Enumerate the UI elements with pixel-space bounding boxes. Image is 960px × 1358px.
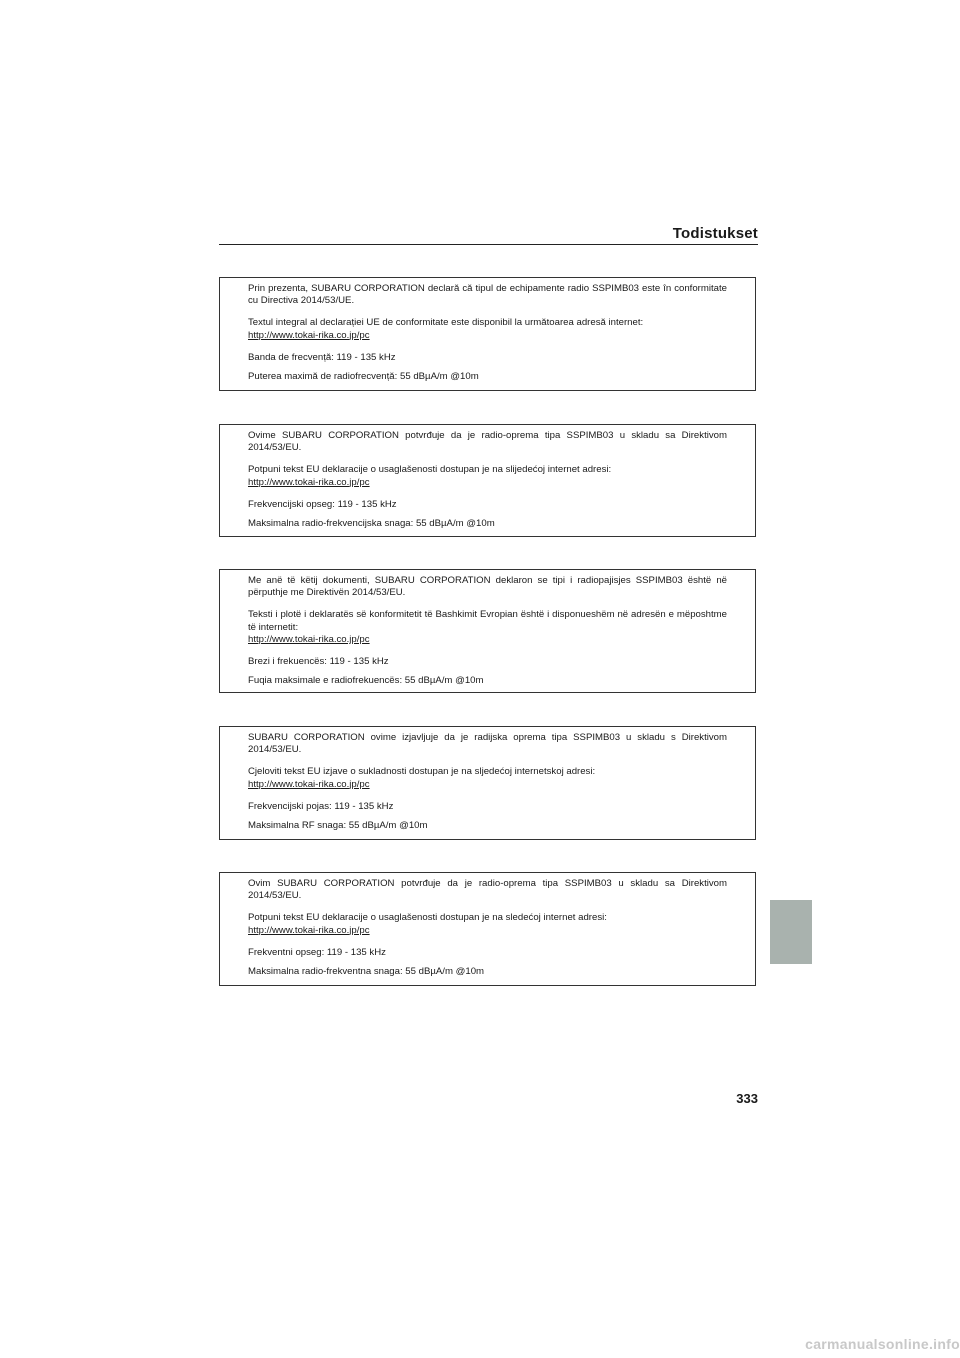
max-power: Maksimalna radio-frekvencijska snaga: 55 dBµA/m @10m	[248, 518, 495, 530]
frequency-band: Frekvencijski pojas: 119 - 135 kHz	[248, 800, 394, 812]
watermark: carmanualsonline.info	[805, 1336, 960, 1352]
frequency-band: Banda de frecvență: 119 - 135 kHz	[248, 351, 396, 363]
frequency-band: Brezi i frekuencës: 119 - 135 kHz	[248, 656, 389, 668]
declaration-link[interactable]: http://www.tokai-rika.co.jp/pc	[248, 633, 370, 645]
header-rule	[219, 244, 758, 245]
declaration-text: SUBARU CORPORATION ovime izjavljuje da je radijska oprema tipa SSPIMB03 u skladu s Direktivom 2014/53/EU.	[248, 732, 727, 756]
declaration-link[interactable]: http://www.tokai-rika.co.jp/pc	[248, 329, 370, 341]
declaration-link[interactable]: http://www.tokai-rika.co.jp/pc	[248, 778, 370, 790]
full-text-note: Potpuni tekst EU deklaracije o usaglašenosti dostupan je na slijedećoj internet adresi:	[248, 464, 612, 476]
declaration-text: Prin prezenta, SUBARU CORPORATION declară că tipul de echipamente radio SSPIMB03 este în conformitate cu Directiva 2014/53/UE.	[248, 283, 727, 307]
declaration-box-bosnian	[219, 424, 756, 537]
full-text-note: Potpuni tekst EU deklaracije o usaglašenosti dostupan je na sledećoj internet adresi:	[248, 912, 607, 924]
frequency-band: Frekventni opseg: 119 - 135 kHz	[248, 946, 386, 958]
declaration-link[interactable]: http://www.tokai-rika.co.jp/pc	[248, 476, 370, 488]
max-power: Maksimalna RF snaga: 55 dBµA/m @10m	[248, 820, 428, 832]
declaration-box-croatian	[219, 726, 756, 840]
page-title: Todistukset	[672, 225, 758, 242]
full-text-note: Teksti i plotë i deklaratës së konformitetit të Bashkimit Evropian është i disponueshëm në adresën e mëposhtme të internetit:	[248, 609, 727, 633]
declaration-text: Ovim SUBARU CORPORATION potvrđuje da je radio-oprema tipa SSPIMB03 u skladu sa Direktivom 2014/53/EU.	[248, 878, 727, 902]
declaration-text: Me anë të këtij dokumenti, SUBARU CORPORATION deklaron se tipi i radiopajisjes SSPIMB03 është në përputhje me Direktivën 2014/53/EU.	[248, 575, 727, 599]
page-number: 333	[736, 1091, 758, 1106]
full-text-note: Cjeloviti tekst EU izjave o sukladnosti dostupan je na sljedećoj internetskoj adresi:	[248, 766, 596, 778]
declaration-box-romanian	[219, 277, 756, 391]
full-text-note: Textul integral al declarației UE de conformitate este disponibil la următoarea adresă internet:	[248, 317, 644, 329]
declaration-text: Ovime SUBARU CORPORATION potvrđuje da je radio-oprema tipa SSPIMB03 u skladu sa Direktivom 2014/53/EU.	[248, 430, 727, 454]
section-tab	[770, 900, 812, 964]
frequency-band: Frekvencijski opseg: 119 - 135 kHz	[248, 498, 397, 510]
declaration-box-albanian	[219, 569, 756, 693]
declaration-link[interactable]: http://www.tokai-rika.co.jp/pc	[248, 924, 370, 936]
max-power: Maksimalna radio-frekventna snaga: 55 dBµA/m @10m	[248, 966, 485, 978]
max-power: Puterea maximă de radiofrecvență: 55 dBµA/m @10m	[248, 371, 479, 383]
max-power: Fuqia maksimale e radiofrekuencës: 55 dBµA/m @10m	[248, 675, 484, 687]
declaration-box-serbian	[219, 872, 756, 986]
